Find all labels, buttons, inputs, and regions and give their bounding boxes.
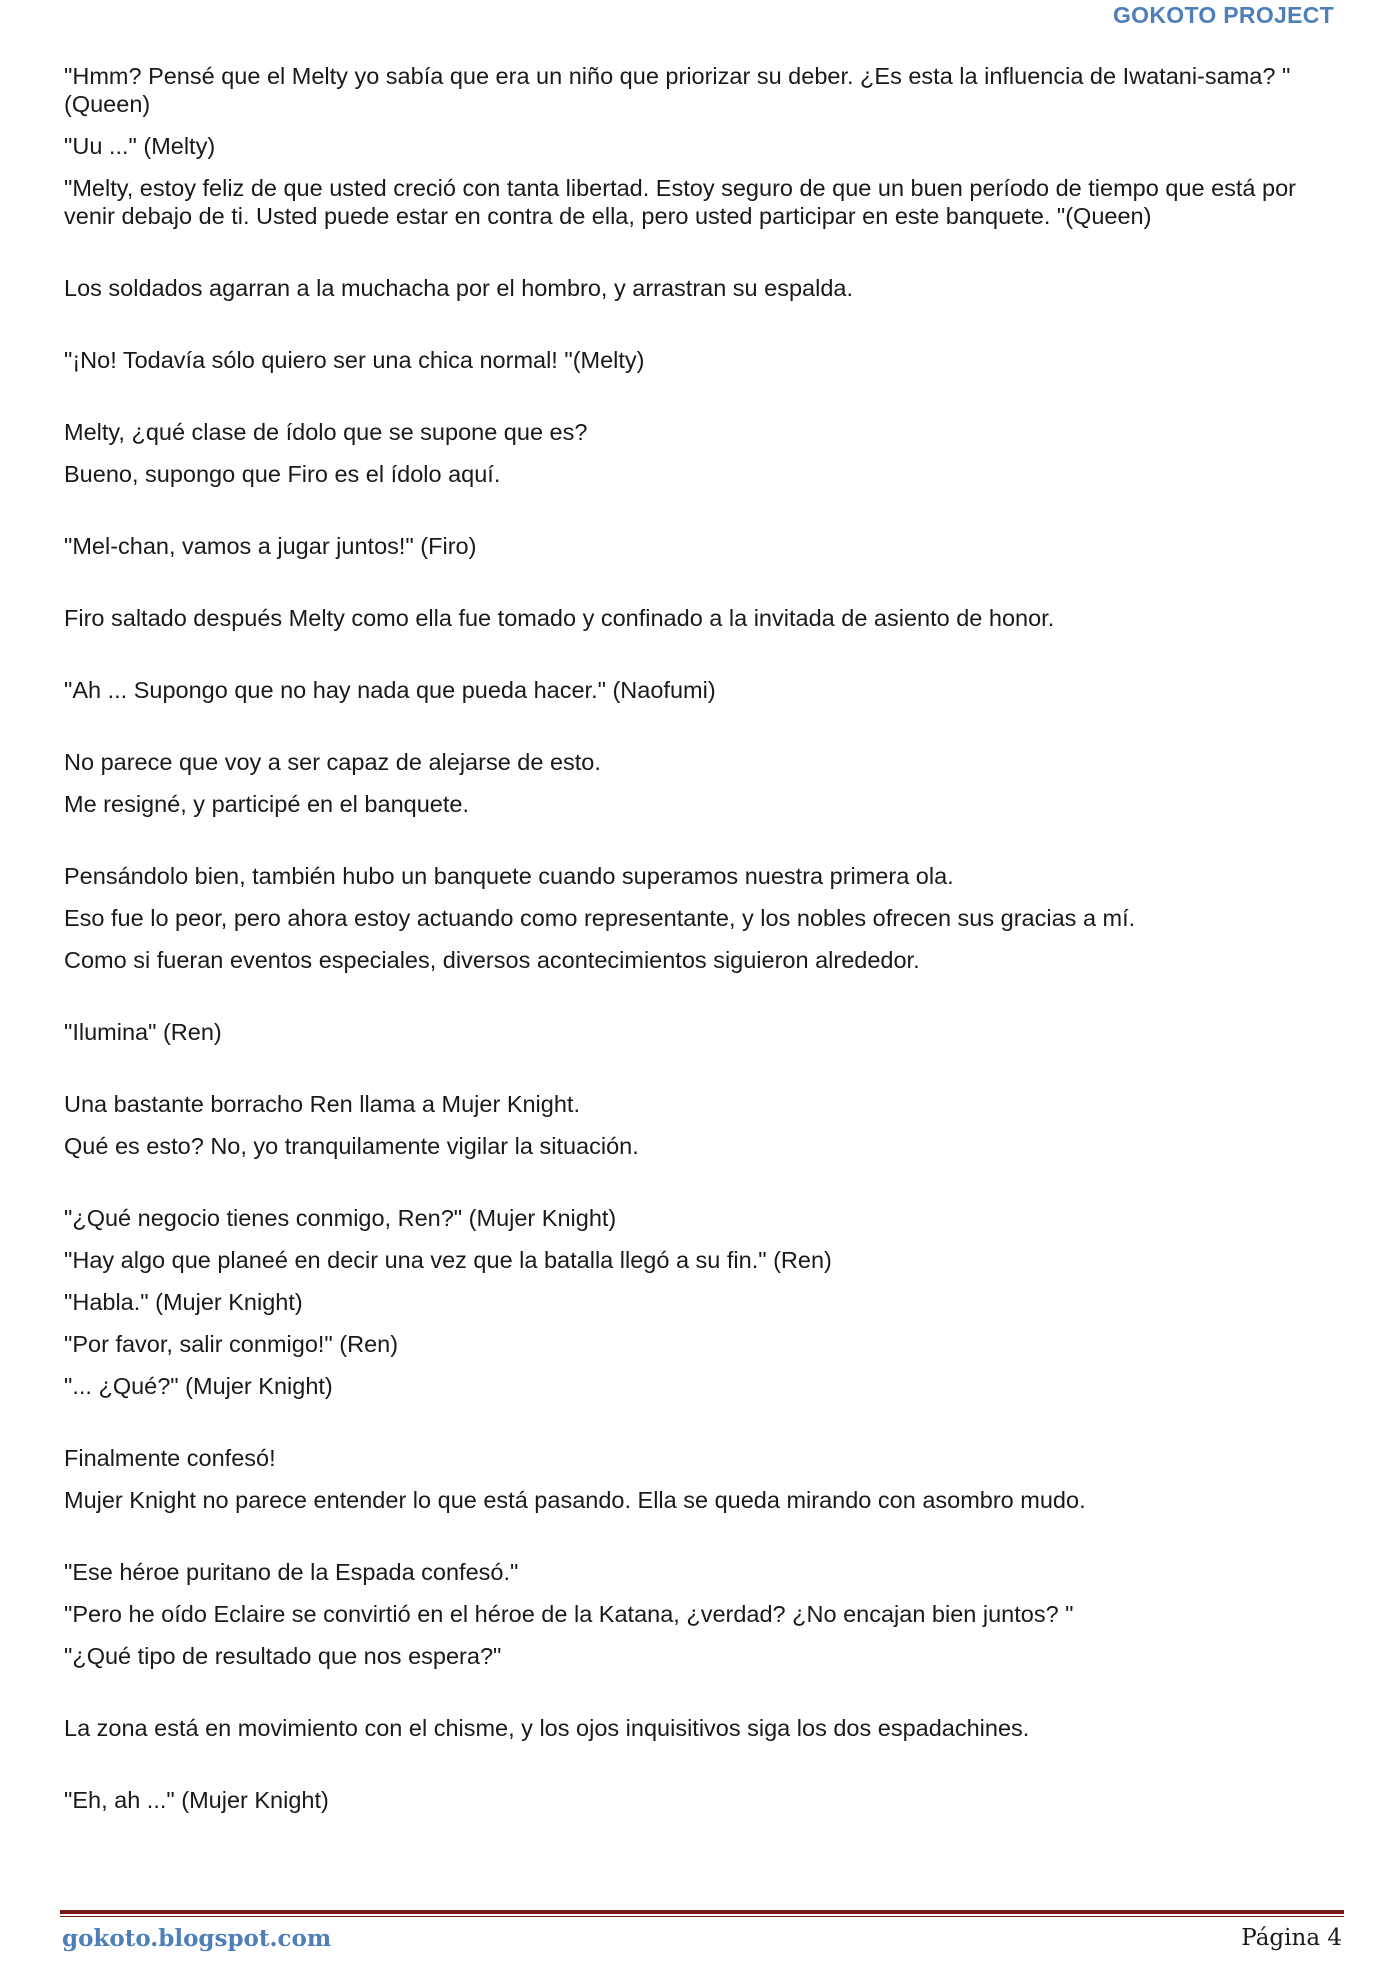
page-number: Página 4 bbox=[1241, 1925, 1342, 1951]
text-line: Melty, ¿qué clase de ídolo que se supone que es? bbox=[64, 419, 588, 445]
text-line: Pensándolo bien, también hubo un banquete cuando superamos nuestra primera ola. bbox=[64, 863, 954, 889]
text-line: "¡No! Todavía sólo quiero ser una chica normal! "(Melty) bbox=[64, 347, 645, 373]
paragraph-gap bbox=[64, 502, 1334, 532]
text-line: "Habla." (Mujer Knight) bbox=[64, 1289, 303, 1315]
text-line: "Uu ..." (Melty) bbox=[64, 133, 216, 159]
paragraph-gap bbox=[64, 244, 1334, 274]
paragraph-gap bbox=[64, 1528, 1334, 1558]
text-line: Me resigné, y participé en el banquete. bbox=[64, 791, 469, 817]
text-line: No parece que voy a ser capaz de alejarse de esto. bbox=[64, 749, 601, 775]
text-line: "... ¿Qué?" (Mujer Knight) bbox=[64, 1373, 333, 1399]
text-line: "Eh, ah ..." (Mujer Knight) bbox=[64, 1787, 329, 1813]
text-line: La zona está en movimiento con el chisme, y los ojos inquisitivos siga los dos espadachines. bbox=[64, 1715, 1030, 1741]
text-line: "Por favor, salir conmigo!" (Ren) bbox=[64, 1331, 399, 1357]
header-title: GOKOTO PROJECT bbox=[1112, 2, 1334, 28]
paragraph-gap bbox=[64, 718, 1334, 748]
paragraph-gap bbox=[64, 1174, 1334, 1204]
text-line: "Ese héroe puritano de la Espada confesó." bbox=[64, 1559, 519, 1585]
text-line: Una bastante borracho Ren llama a Mujer Knight. bbox=[64, 1091, 580, 1117]
paragraph-gap bbox=[64, 574, 1334, 604]
paragraph-gap bbox=[64, 1684, 1334, 1714]
text-line: "Hay algo que planeé en decir una vez que la batalla llegó a su fin." (Ren) bbox=[64, 1247, 832, 1273]
text-line: "¿Qué tipo de resultado que nos espera?" bbox=[64, 1643, 502, 1669]
text-line: Los soldados agarran a la muchacha por el hombro, y arrastran su espalda. bbox=[64, 275, 854, 301]
paragraph-gap bbox=[64, 388, 1334, 418]
text-line: Qué es esto? No, yo tranquilamente vigilar la situación. bbox=[64, 1133, 639, 1159]
paragraph-gap bbox=[64, 832, 1334, 862]
text-line: Como si fueran eventos especiales, diversos acontecimientos siguieron alrededor. bbox=[64, 947, 920, 973]
footer-rule-thin bbox=[60, 1916, 1344, 1917]
text-line: Firo saltado después Melty como ella fue tomado y confinado a la invitada de asiento de honor. bbox=[64, 605, 1055, 631]
text-line: "Pero he oído Eclaire se convirtió en el héroe de la Katana, ¿verdad? ¿No encajan bien juntos? " bbox=[64, 1601, 1074, 1627]
footer-rule bbox=[60, 1910, 1344, 1918]
paragraph-gap bbox=[64, 1060, 1334, 1090]
paragraph-gap bbox=[64, 988, 1334, 1018]
document-body bbox=[64, 62, 1334, 1828]
paragraph-gap bbox=[64, 1756, 1334, 1786]
text-line: "Ah ... Supongo que no hay nada que pueda hacer." (Naofumi) bbox=[64, 677, 716, 703]
paragraph-gap bbox=[64, 316, 1334, 346]
text-line: Finalmente confesó! bbox=[64, 1445, 276, 1471]
text-line: Eso fue lo peor, pero ahora estoy actuando como representante, y los nobles ofrecen sus gracias a mí. bbox=[64, 905, 1136, 931]
text-line: Mujer Knight no parece entender lo que está pasando. Ella se queda mirando con asombro mudo. bbox=[64, 1487, 1086, 1513]
footer-blog-link[interactable]: gokoto.blogspot.com bbox=[62, 1925, 332, 1952]
text-line: "Hmm? Pensé que el Melty yo sabía que era un niño que priorizar su deber. ¿Es esta la influencia de Iwatani-sama? "(Queen) bbox=[64, 63, 1291, 117]
text-line: "¿Qué negocio tienes conmigo, Ren?" (Mujer Knight) bbox=[64, 1205, 617, 1231]
text-line: Bueno, supongo que Firo es el ídolo aquí. bbox=[64, 461, 501, 487]
paragraph-gap bbox=[64, 646, 1334, 676]
footer-rule-thick bbox=[60, 1910, 1344, 1914]
text-line: "Mel-chan, vamos a jugar juntos!" (Firo) bbox=[64, 533, 477, 559]
paragraph-gap bbox=[64, 1414, 1334, 1444]
text-line: "Ilumina" (Ren) bbox=[64, 1019, 222, 1045]
text-line: "Melty, estoy feliz de que usted creció con tanta libertad. Estoy seguro de que un buen período de tiempo que está por venir debajo de ti. Usted puede estar en contra de ella, pero usted participar en este banquete. "(Queen) bbox=[64, 175, 1296, 229]
